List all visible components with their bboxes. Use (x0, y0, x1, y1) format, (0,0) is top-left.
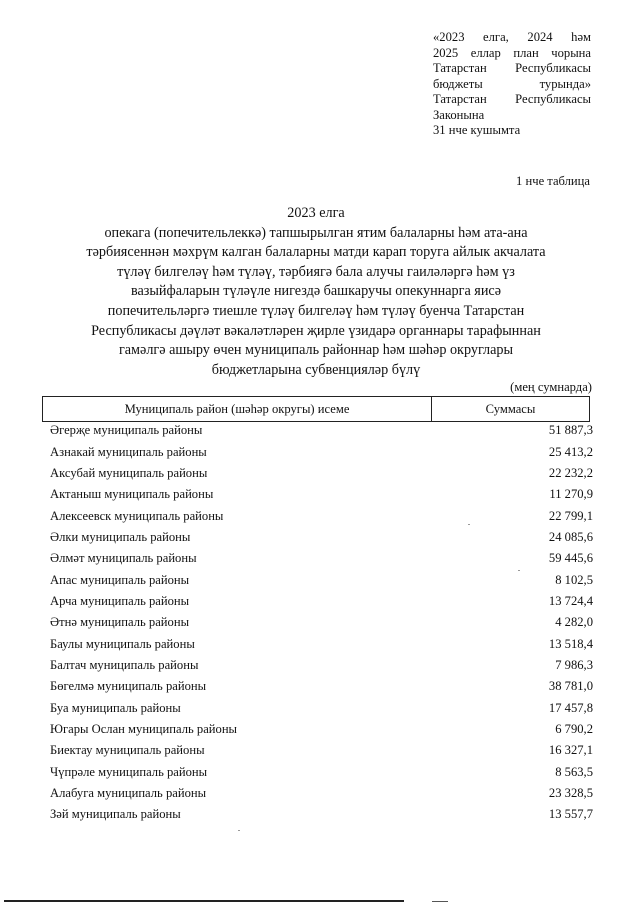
table-row (50, 420, 594, 441)
table-row (50, 527, 594, 548)
row-name: Чүпрәле муниципаль районы (50, 764, 208, 779)
row-amount: 8 102,5 (555, 572, 593, 587)
table-row (50, 441, 594, 462)
row-amount: 22 232,2 (548, 465, 593, 480)
table-row (50, 676, 594, 697)
row-name: Балтач муниципаль районы (50, 657, 199, 672)
header-sum: Суммасы (485, 401, 536, 416)
table-row (50, 463, 594, 484)
title-line: гамәлгә ашыру өчен муниципаль районнар һәм шәһәр округлары (118, 342, 514, 359)
table-header (42, 396, 590, 422)
row-name: Апас муниципаль районы (50, 572, 190, 587)
table-row (50, 783, 594, 804)
row-amount: 6 790,2 (555, 721, 593, 736)
table-row (50, 633, 594, 654)
appendix-line: 2025 еллар план чорына (433, 45, 591, 60)
table-row (50, 548, 594, 569)
row-name: Зәй муниципаль районы (50, 807, 181, 822)
units-label: (мең сумнарда) (510, 380, 592, 394)
row-name: Актаныш муниципаль районы (50, 487, 214, 502)
row-name: Баулы муниципаль районы (50, 636, 195, 651)
footer-rule (4, 900, 404, 902)
row-name: Буа муниципаль районы (50, 700, 181, 715)
title-line: Республикасы дәүләт вәкаләтләрен җирле үзидарә органнары тарафыннан (91, 322, 541, 339)
appendix-line: «2023 елга, 2024 һәм (433, 30, 591, 44)
row-name: Әтнә муниципаль районы (50, 615, 190, 630)
appendix-line: Законына (433, 107, 485, 122)
appendix-note (433, 30, 591, 139)
row-name: Әлмәт муниципаль районы (50, 551, 197, 566)
scan-speck (468, 524, 470, 525)
row-amount: 13 518,4 (548, 636, 593, 651)
row-name: Биектау муниципаль районы (50, 743, 205, 758)
row-amount: 51 887,3 (548, 423, 593, 438)
footer-rule-short (432, 901, 448, 902)
row-name: Алексеевск муниципаль районы (50, 508, 224, 523)
row-name: Әлки муниципаль районы (50, 529, 191, 544)
row-name: Азнакай муниципаль районы (50, 444, 207, 459)
table-row (50, 484, 594, 505)
table-row (50, 740, 594, 761)
row-amount: 25 413,2 (548, 444, 593, 459)
table-row (50, 697, 594, 718)
row-name: Арча муниципаль районы (50, 593, 190, 608)
appendix-line: бюджеты турында» (433, 76, 591, 91)
appendix-line: Татарстан Республикасы (433, 61, 591, 75)
title-line: тәрбиясеннән мәхрүм калган балаларны матди карап торуга айлык акчалата (86, 244, 546, 261)
title-line: 2023 елга (287, 205, 345, 221)
table-body (50, 420, 594, 826)
row-amount: 11 270,9 (549, 487, 593, 502)
table-row (50, 505, 594, 526)
table-row (50, 655, 594, 676)
row-amount: 8 563,5 (555, 764, 593, 779)
table-row (50, 569, 594, 590)
row-amount: 24 085,6 (548, 529, 593, 544)
table-row (50, 612, 594, 633)
row-name: Әгерҗе муниципаль районы (50, 423, 203, 438)
row-amount: 13 557,7 (548, 807, 593, 822)
title-line: вазыйфаларын түләүле нигездә башкаручы опекуннарга яисә (130, 283, 502, 300)
table-row (50, 719, 594, 740)
title-line: түләү билгеләү һәм түләү, тәрбиягә бала алучы гаиләләргә һәм үз (117, 263, 515, 280)
appendix-line: Татарстан Республикасы (433, 92, 591, 106)
table-row (50, 591, 594, 612)
row-amount: 23 328,5 (548, 786, 593, 801)
scan-speck (238, 830, 240, 831)
row-amount: 4 282,0 (555, 615, 593, 630)
row-name: Бөгелмә муниципаль районы (50, 679, 207, 694)
table-number: 1 нче таблица (516, 174, 590, 188)
row-amount: 13 724,4 (548, 593, 593, 608)
title-line: попечительләргә тиешле түләү билгеләү һәм түләү буенча Татарстан (107, 302, 525, 319)
scan-speck (518, 570, 520, 571)
row-name: Аксубай муниципаль районы (50, 465, 208, 480)
title-line: опекага (попечительлеккә) тапшырылган ятим балаларны һәм ата-ана (104, 224, 528, 241)
title-line: бюджетларына субвенцияләр бүлү (211, 361, 421, 378)
row-name: Алабуга муниципаль районы (50, 786, 207, 801)
row-amount: 17 457,8 (548, 700, 593, 715)
row-name: Югары Ослан муниципаль районы (50, 721, 238, 736)
table-row (50, 804, 594, 825)
row-amount: 22 799,1 (548, 508, 593, 523)
document-title (40, 204, 592, 380)
header-name: Муниципаль район (шәһәр округы) исеме (43, 397, 432, 421)
row-amount: 7 986,3 (555, 657, 593, 672)
appendix-line: 31 нче кушымта (433, 123, 521, 137)
row-amount: 38 781,0 (548, 679, 593, 694)
table-row (50, 762, 594, 783)
row-amount: 16 327,1 (548, 743, 593, 758)
row-amount: 59 445,6 (548, 551, 593, 566)
